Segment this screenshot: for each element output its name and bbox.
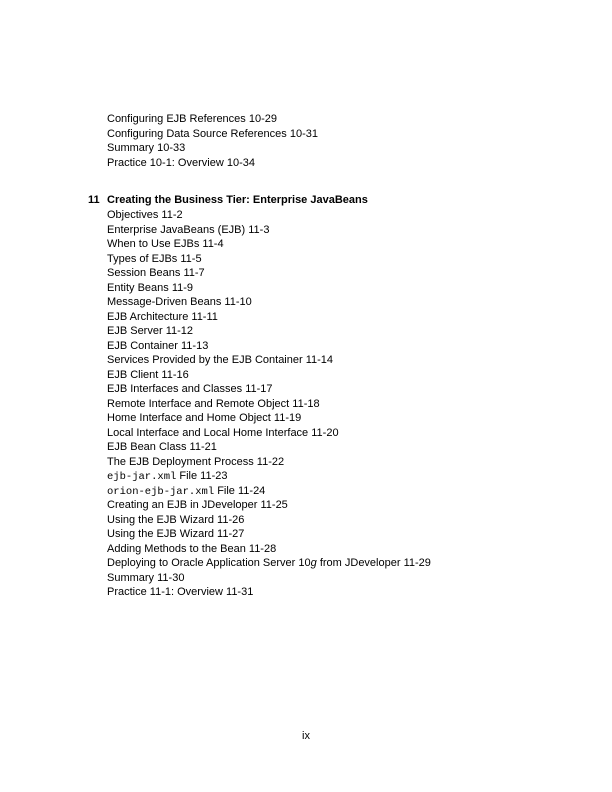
toc-entry-page: 11-29: [403, 557, 431, 569]
toc-entry-title: When to Use EJBs: [107, 238, 200, 250]
toc-entry[interactable]: [107, 426, 431, 441]
toc-entry-title: The EJB Deployment Process: [107, 455, 254, 468]
toc-entry[interactable]: [107, 339, 431, 354]
toc-entry[interactable]: [107, 266, 431, 281]
toc-entry-page: 11-12: [165, 325, 194, 337]
toc-entry-page: 10-33: [157, 142, 186, 154]
toc-entry-title: Services Provided by the EJB Container: [107, 354, 303, 366]
toc-entry-page: 10-31: [289, 127, 318, 140]
toc-entry-page: 10-29: [248, 113, 277, 125]
toc-entry[interactable]: [107, 223, 431, 238]
toc-entry-page: 11-14: [305, 354, 334, 366]
toc-entry[interactable]: [107, 527, 431, 542]
toc-entry-title: Objectives: [107, 209, 159, 221]
toc-entry-title: Summary: [107, 571, 155, 584]
toc-entry-title: Message-Driven Beans: [107, 296, 222, 308]
toc-entry-page: 10-34: [226, 156, 255, 169]
toc-entry-page: 11-21: [189, 441, 217, 453]
toc-entry-page: 11-3: [248, 223, 270, 236]
toc-entry-title: Types of EJBs: [107, 252, 178, 265]
page-number: ix: [302, 730, 310, 742]
toc-entry-page: 11-23: [200, 470, 228, 482]
toc-entry[interactable]: [107, 252, 431, 267]
toc-entry-code: orion-ejb-jar.xml: [107, 485, 215, 498]
previous-chapter-entries: [107, 112, 318, 170]
toc-entry-title: Home Interface and Home Object: [107, 412, 271, 424]
toc-entry-page: 11-4: [202, 238, 224, 250]
chapter-number: 11: [88, 194, 100, 206]
toc-entry-title: EJB Bean Class: [107, 441, 187, 453]
toc-entry[interactable]: [107, 368, 431, 383]
toc-entry-title: Configuring Data Source References: [107, 127, 287, 140]
toc-entry-page: 11-30: [157, 571, 185, 584]
toc-entry-page: 11-22: [256, 455, 285, 468]
toc-entry-page: 11-11: [191, 310, 218, 323]
toc-entry-title: Local Interface and Local Home Interface: [107, 426, 309, 439]
toc-entry-title: EJB Container: [107, 339, 178, 352]
toc-entry-title: Adding Methods to the Bean: [107, 542, 246, 555]
toc-entry-page: 11-28: [248, 542, 277, 555]
toc-entry-page: 11-16: [161, 368, 189, 381]
toc-entry[interactable]: [107, 556, 431, 571]
toc-entry-title: File: [179, 470, 198, 482]
toc-entry-page: 11-10: [224, 296, 252, 308]
toc-entry-title: Summary: [107, 142, 155, 154]
toc-entry[interactable]: [107, 397, 431, 412]
toc-entry[interactable]: [107, 585, 431, 600]
toc-entry[interactable]: [107, 127, 318, 142]
toc-entry[interactable]: [107, 455, 431, 470]
toc-entry-page: 11-25: [260, 499, 288, 511]
toc-entry-page: 11-17: [245, 383, 273, 395]
toc-entry[interactable]: [107, 542, 431, 557]
toc-entry[interactable]: [107, 353, 431, 368]
toc-entry-page: 11-27: [217, 528, 245, 540]
toc-entry[interactable]: [107, 208, 431, 223]
toc-entry[interactable]: [107, 156, 318, 171]
toc-entry-title-continued: from JDeveloper: [319, 557, 401, 569]
toc-entry-code: ejb-jar.xml: [107, 471, 177, 483]
toc-entry[interactable]: [107, 498, 431, 513]
toc-entry-title: Using the EJB Wizard: [107, 513, 214, 526]
toc-entry-title: EJB Interfaces and Classes: [107, 383, 243, 395]
toc-entry[interactable]: [107, 237, 431, 252]
toc-entry-page: 11-20: [311, 426, 339, 439]
toc-entry-title: Deploying to Oracle Application Server 10: [107, 557, 311, 569]
toc-entry[interactable]: [107, 513, 431, 528]
toc-entry-title: Enterprise JavaBeans (EJB): [107, 223, 246, 236]
toc-entry-title: Practice 11-1: Overview: [107, 586, 223, 598]
toc-entry-title: EJB Client: [107, 368, 159, 381]
toc-entry[interactable]: [107, 469, 431, 484]
toc-entry-page: 11-13: [181, 339, 209, 352]
toc-entry-page: 11-18: [292, 397, 320, 410]
toc-entry[interactable]: [107, 411, 431, 426]
toc-entry[interactable]: [107, 295, 431, 310]
toc-entry-page: 11-5: [180, 252, 202, 265]
toc-entry-title: Using the EJB Wizard: [107, 528, 214, 540]
toc-entry-title: Session Beans: [107, 267, 181, 279]
toc-entry[interactable]: [107, 440, 431, 455]
toc-entry-page: 11-9: [171, 281, 194, 294]
toc-entry[interactable]: [107, 484, 431, 499]
toc-entry-page: 11-31: [226, 586, 254, 598]
toc-entry-title: Remote Interface and Remote Object: [107, 397, 290, 410]
toc-entry-page: 11-26: [217, 513, 245, 526]
toc-entry[interactable]: [107, 141, 318, 156]
toc-entry-title: Practice 10-1: Overview: [107, 156, 224, 169]
toc-entry-page: 11-7: [183, 267, 205, 279]
chapter-entries: [107, 208, 431, 600]
toc-entry-page: 11-24: [237, 484, 266, 497]
chapter-heading[interactable]: [88, 193, 368, 208]
toc-entry[interactable]: [107, 310, 431, 325]
toc-entry[interactable]: [107, 571, 431, 586]
toc-entry-title: File: [217, 484, 235, 497]
toc-entry[interactable]: [107, 281, 431, 296]
toc-entry-page: 11-19: [273, 412, 302, 424]
toc-entry[interactable]: [107, 382, 431, 397]
toc-entry-title: Creating an EJB in JDeveloper: [107, 499, 258, 511]
toc-entry-title: Entity Beans: [107, 281, 169, 294]
toc-entry-title: EJB Architecture: [107, 310, 189, 323]
toc-entry-title: Configuring EJB References: [107, 113, 246, 125]
toc-entry-page: 11-2: [161, 209, 183, 221]
toc-entry-title-italic: g: [310, 557, 317, 569]
toc-entry[interactable]: [107, 324, 431, 339]
toc-entry-title: EJB Server: [107, 325, 163, 337]
toc-entry[interactable]: [107, 112, 318, 127]
chapter-title: Creating the Business Tier: Enterprise JavaBeans: [107, 194, 368, 206]
